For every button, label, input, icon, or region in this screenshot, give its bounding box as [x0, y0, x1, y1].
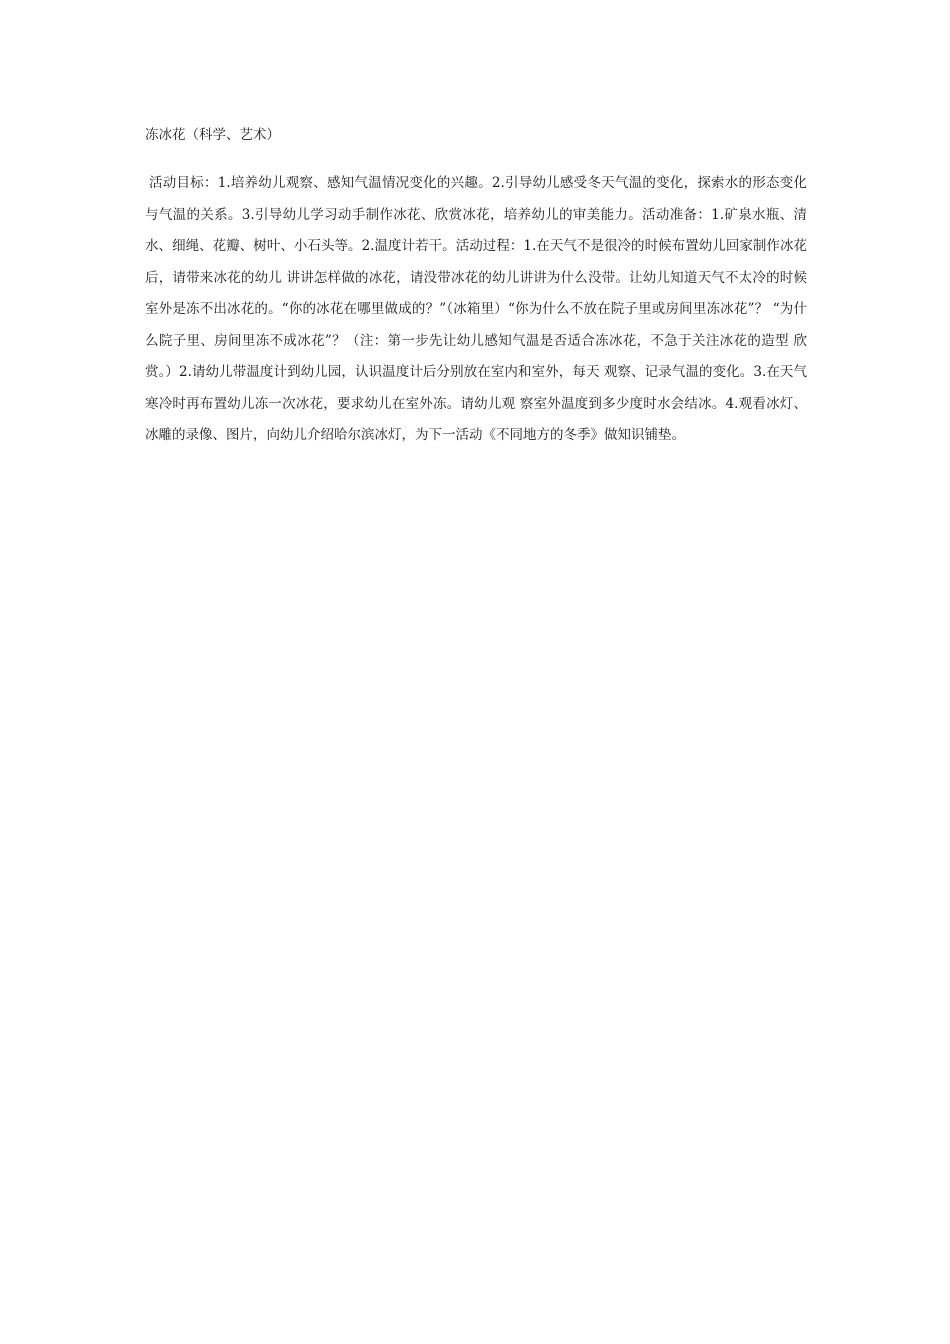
document-body-paragraph: 活动目标：1.培养幼儿观察、感知气温情况变化的兴趣。2.引导幼儿感受冬天气温的变化，探索水的形态变化与气温的关系。3.引导幼儿学习动手制作冰花、欣赏冰花，培养幼儿的审美能力。活动准备：1.矿泉水瓶、清水、细绳、花瓣、树叶、小石头等。2.温度计若干。活动过程：1.在天气不是很冷的时候布置幼儿回家制作冰花后，请带来冰花的幼儿 讲讲怎样做的冰花，请没带冰花的幼儿讲讲为什么没带。让幼儿知道天气不太冷的时候室外是冻不出冰花的。“你的冰花在哪里做成的？”（冰箱里）“你为什么不放在院子里或房间里冻冰花”？ “为什么院子里、房间里冻不成冰花”？（注：第一步先让幼儿感知气温是否适合冻冰花，不急于关注冰花的造型 欣赏。）2.请幼儿带温度计到幼儿园，认识温度计后分别放在室内和室外，每天 观察、记录气温的变化。3.在天气寒冷时再布置幼儿冻一次冰花，要求幼儿在室外冻。请幼儿观 察室外温度到多少度时水会结冰。4.观看冰灯、冰雕的录像、图片，向幼儿介绍哈尔滨冰灯，为下一活动《不同地方的冬季》做知识铺垫。	[145, 175, 807, 443]
document-title: 冻冰花（科学、艺术）	[145, 127, 280, 143]
document-page	[145, 120, 807, 452]
